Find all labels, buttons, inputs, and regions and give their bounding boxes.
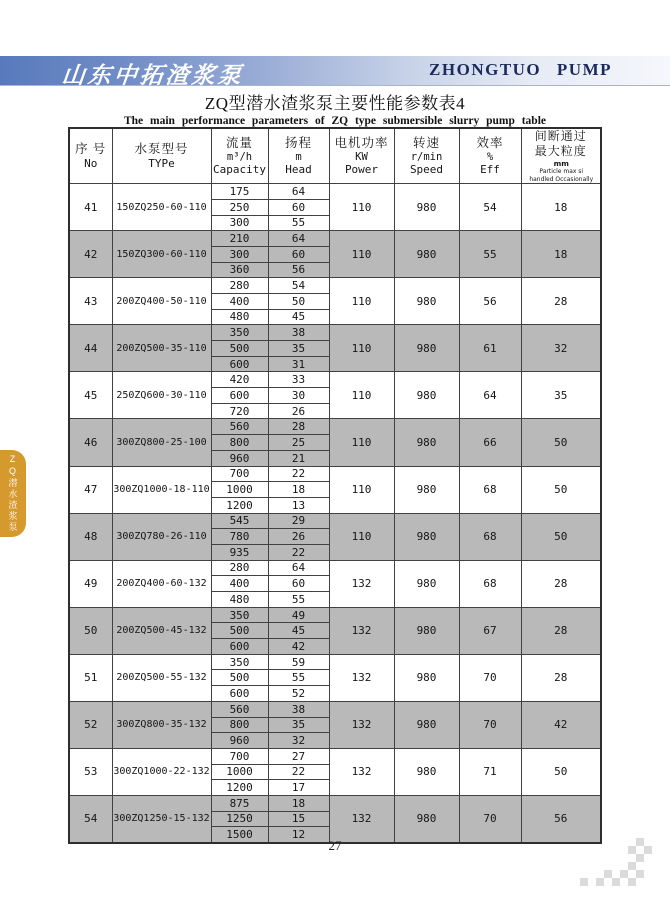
no-cell: 47 [69, 466, 112, 513]
head-cell: 13 [268, 497, 329, 513]
power-cell: 110 [329, 513, 394, 560]
capacity-cell: 300 [211, 246, 268, 262]
power-cell: 110 [329, 184, 394, 231]
pump-spec-table [68, 127, 602, 844]
table-row [69, 607, 601, 623]
table-row [69, 419, 601, 435]
head-cell: 33 [268, 372, 329, 388]
capacity-cell: 1200 [211, 497, 268, 513]
head-cell: 52 [268, 686, 329, 702]
capacity-cell: 350 [211, 607, 268, 623]
capacity-cell: 600 [211, 356, 268, 372]
head-cell: 17 [268, 780, 329, 796]
speed-cell: 980 [394, 560, 459, 607]
col-header-head: 扬程 m Head [268, 128, 329, 184]
capacity-cell: 1000 [211, 482, 268, 498]
head-cell: 55 [268, 670, 329, 686]
eff-cell: 61 [459, 325, 521, 372]
head-cell: 22 [268, 466, 329, 482]
speed-cell: 980 [394, 372, 459, 419]
table-row [69, 184, 601, 200]
head-cell: 54 [268, 278, 329, 294]
page-number: 27 [328, 838, 342, 853]
speed-cell: 980 [394, 607, 459, 654]
head-cell: 26 [268, 529, 329, 545]
particle-cell: 18 [521, 184, 601, 231]
model-cell: 300ZQ800-35-132 [112, 701, 211, 748]
head-cell: 15 [268, 811, 329, 827]
capacity-cell: 960 [211, 733, 268, 749]
capacity-cell: 280 [211, 560, 268, 576]
particle-cell: 50 [521, 466, 601, 513]
head-cell: 28 [268, 419, 329, 435]
head-cell: 45 [268, 309, 329, 325]
capacity-cell: 480 [211, 592, 268, 608]
particle-cell: 50 [521, 419, 601, 466]
col-header-speed: 转速 r/min Speed [394, 128, 459, 184]
head-cell: 60 [268, 246, 329, 262]
speed-cell: 980 [394, 513, 459, 560]
head-cell: 29 [268, 513, 329, 529]
model-cell: 200ZQ500-35-110 [112, 325, 211, 372]
head-cell: 18 [268, 795, 329, 811]
head-cell: 35 [268, 717, 329, 733]
model-cell: 300ZQ780-26-110 [112, 513, 211, 560]
particle-cell: 56 [521, 795, 601, 842]
company-logo-cn: 山东中拓渣浆泵 [60, 63, 246, 88]
col-header-particle: 间断通过 最大粒度 mm Particle max si handled Occasionally [521, 128, 601, 184]
eff-cell: 67 [459, 607, 521, 654]
power-cell: 110 [329, 419, 394, 466]
eff-cell: 70 [459, 701, 521, 748]
model-cell: 300ZQ1000-18-110 [112, 466, 211, 513]
table-row [69, 231, 601, 247]
speed-cell: 980 [394, 419, 459, 466]
capacity-cell: 500 [211, 623, 268, 639]
capacity-cell: 560 [211, 701, 268, 717]
table-row [69, 278, 601, 294]
table-header-row [69, 128, 601, 184]
capacity-cell: 350 [211, 325, 268, 341]
speed-cell: 980 [394, 466, 459, 513]
no-cell: 45 [69, 372, 112, 419]
capacity-cell: 420 [211, 372, 268, 388]
col-header-eff: 效率 % Eff [459, 128, 521, 184]
head-cell: 31 [268, 356, 329, 372]
title-block [0, 89, 670, 127]
section-side-tab: ZQ潜水渣浆泵 [0, 450, 26, 537]
col-header-type: 水泵型号 TYPe [112, 128, 211, 184]
capacity-cell: 1000 [211, 764, 268, 780]
power-cell: 110 [329, 231, 394, 278]
no-cell: 52 [69, 701, 112, 748]
no-cell: 54 [69, 795, 112, 842]
speed-cell: 980 [394, 701, 459, 748]
table-row [69, 560, 601, 576]
capacity-cell: 600 [211, 639, 268, 655]
capacity-cell: 300 [211, 215, 268, 231]
capacity-cell: 545 [211, 513, 268, 529]
capacity-cell: 560 [211, 419, 268, 435]
head-cell: 35 [268, 341, 329, 357]
particle-cell: 35 [521, 372, 601, 419]
head-cell: 45 [268, 623, 329, 639]
head-cell: 49 [268, 607, 329, 623]
no-cell: 41 [69, 184, 112, 231]
particle-cell: 42 [521, 701, 601, 748]
col-header-power: 电机功率 KW Power [329, 128, 394, 184]
model-cell: 150ZQ300-60-110 [112, 231, 211, 278]
particle-cell: 18 [521, 231, 601, 278]
head-cell: 25 [268, 435, 329, 451]
eff-cell: 64 [459, 372, 521, 419]
head-cell: 55 [268, 215, 329, 231]
model-cell: 300ZQ1250-15-132 [112, 795, 211, 842]
head-cell: 21 [268, 450, 329, 466]
eff-cell: 71 [459, 748, 521, 795]
model-cell: 250ZQ600-30-110 [112, 372, 211, 419]
capacity-cell: 700 [211, 466, 268, 482]
speed-cell: 980 [394, 278, 459, 325]
particle-cell: 28 [521, 278, 601, 325]
no-cell: 49 [69, 560, 112, 607]
table-body [69, 184, 601, 843]
capacity-cell: 400 [211, 576, 268, 592]
eff-cell: 68 [459, 560, 521, 607]
no-cell: 53 [69, 748, 112, 795]
head-cell: 60 [268, 576, 329, 592]
capacity-cell: 350 [211, 654, 268, 670]
capacity-cell: 960 [211, 450, 268, 466]
capacity-cell: 700 [211, 748, 268, 764]
capacity-cell: 600 [211, 388, 268, 404]
power-cell: 132 [329, 748, 394, 795]
capacity-cell: 935 [211, 544, 268, 560]
eff-cell: 54 [459, 184, 521, 231]
speed-cell: 980 [394, 325, 459, 372]
power-cell: 110 [329, 466, 394, 513]
capacity-cell: 360 [211, 262, 268, 278]
eff-cell: 70 [459, 654, 521, 701]
head-cell: 50 [268, 293, 329, 309]
no-cell: 50 [69, 607, 112, 654]
head-cell: 56 [268, 262, 329, 278]
eff-cell: 66 [459, 419, 521, 466]
eff-cell: 56 [459, 278, 521, 325]
eff-cell: 55 [459, 231, 521, 278]
page-title: ZQ型潜水渣浆泵主要性能参数表4 [204, 94, 466, 113]
no-cell: 44 [69, 325, 112, 372]
power-cell: 110 [329, 372, 394, 419]
table-row [69, 466, 601, 482]
no-cell: 48 [69, 513, 112, 560]
capacity-cell: 500 [211, 341, 268, 357]
speed-cell: 980 [394, 184, 459, 231]
power-cell: 132 [329, 560, 394, 607]
head-cell: 32 [268, 733, 329, 749]
capacity-cell: 1200 [211, 780, 268, 796]
head-cell: 59 [268, 654, 329, 670]
no-cell: 42 [69, 231, 112, 278]
eff-cell: 70 [459, 795, 521, 842]
model-cell: 200ZQ400-50-110 [112, 278, 211, 325]
table-row [69, 748, 601, 764]
power-cell: 110 [329, 278, 394, 325]
head-cell: 60 [268, 199, 329, 215]
header-banner [0, 56, 670, 86]
table-row [69, 654, 601, 670]
head-cell: 64 [268, 560, 329, 576]
company-logo-en: ZHONGTUO PUMP [429, 60, 612, 79]
particle-cell: 28 [521, 607, 601, 654]
capacity-cell: 250 [211, 199, 268, 215]
power-cell: 132 [329, 701, 394, 748]
page-subtitle: The main performance parameters of ZQ type submersible slurry pump table [123, 115, 547, 127]
speed-cell: 980 [394, 654, 459, 701]
table-row [69, 701, 601, 717]
head-cell: 38 [268, 325, 329, 341]
capacity-cell: 780 [211, 529, 268, 545]
head-cell: 64 [268, 184, 329, 200]
power-cell: 132 [329, 654, 394, 701]
speed-cell: 980 [394, 231, 459, 278]
power-cell: 110 [329, 325, 394, 372]
capacity-cell: 875 [211, 795, 268, 811]
eff-cell: 68 [459, 466, 521, 513]
speed-cell: 980 [394, 748, 459, 795]
head-cell: 22 [268, 544, 329, 560]
capacity-cell: 500 [211, 670, 268, 686]
model-cell: 200ZQ400-60-132 [112, 560, 211, 607]
model-cell: 200ZQ500-45-132 [112, 607, 211, 654]
capacity-cell: 400 [211, 293, 268, 309]
col-header-capacity: 流量 m³/h Capacity [211, 128, 268, 184]
capacity-cell: 175 [211, 184, 268, 200]
particle-cell: 50 [521, 513, 601, 560]
head-cell: 18 [268, 482, 329, 498]
no-cell: 43 [69, 278, 112, 325]
power-cell: 132 [329, 607, 394, 654]
model-cell: 200ZQ500-55-132 [112, 654, 211, 701]
head-cell: 26 [268, 403, 329, 419]
head-cell: 12 [268, 827, 329, 843]
capacity-cell: 1500 [211, 827, 268, 843]
particle-cell: 50 [521, 748, 601, 795]
head-cell: 30 [268, 388, 329, 404]
no-cell: 51 [69, 654, 112, 701]
table-row [69, 513, 601, 529]
head-cell: 55 [268, 592, 329, 608]
capacity-cell: 280 [211, 278, 268, 294]
model-cell: 300ZQ800-25-100 [112, 419, 211, 466]
speed-cell: 980 [394, 795, 459, 842]
head-cell: 22 [268, 764, 329, 780]
table-row [69, 325, 601, 341]
capacity-cell: 800 [211, 717, 268, 733]
eff-cell: 68 [459, 513, 521, 560]
capacity-cell: 1250 [211, 811, 268, 827]
model-cell: 300ZQ1000-22-132 [112, 748, 211, 795]
table-row [69, 372, 601, 388]
col-header-no: 序 号 No [69, 128, 112, 184]
head-cell: 27 [268, 748, 329, 764]
capacity-cell: 210 [211, 231, 268, 247]
head-cell: 38 [268, 701, 329, 717]
no-cell: 46 [69, 419, 112, 466]
particle-cell: 28 [521, 560, 601, 607]
capacity-cell: 800 [211, 435, 268, 451]
power-cell: 132 [329, 795, 394, 842]
model-cell: 150ZQ250-60-110 [112, 184, 211, 231]
head-cell: 64 [268, 231, 329, 247]
particle-cell: 28 [521, 654, 601, 701]
capacity-cell: 480 [211, 309, 268, 325]
table-row [69, 795, 601, 811]
particle-cell: 32 [521, 325, 601, 372]
head-cell: 42 [268, 639, 329, 655]
capacity-cell: 600 [211, 686, 268, 702]
capacity-cell: 720 [211, 403, 268, 419]
checker-decoration [580, 838, 654, 888]
